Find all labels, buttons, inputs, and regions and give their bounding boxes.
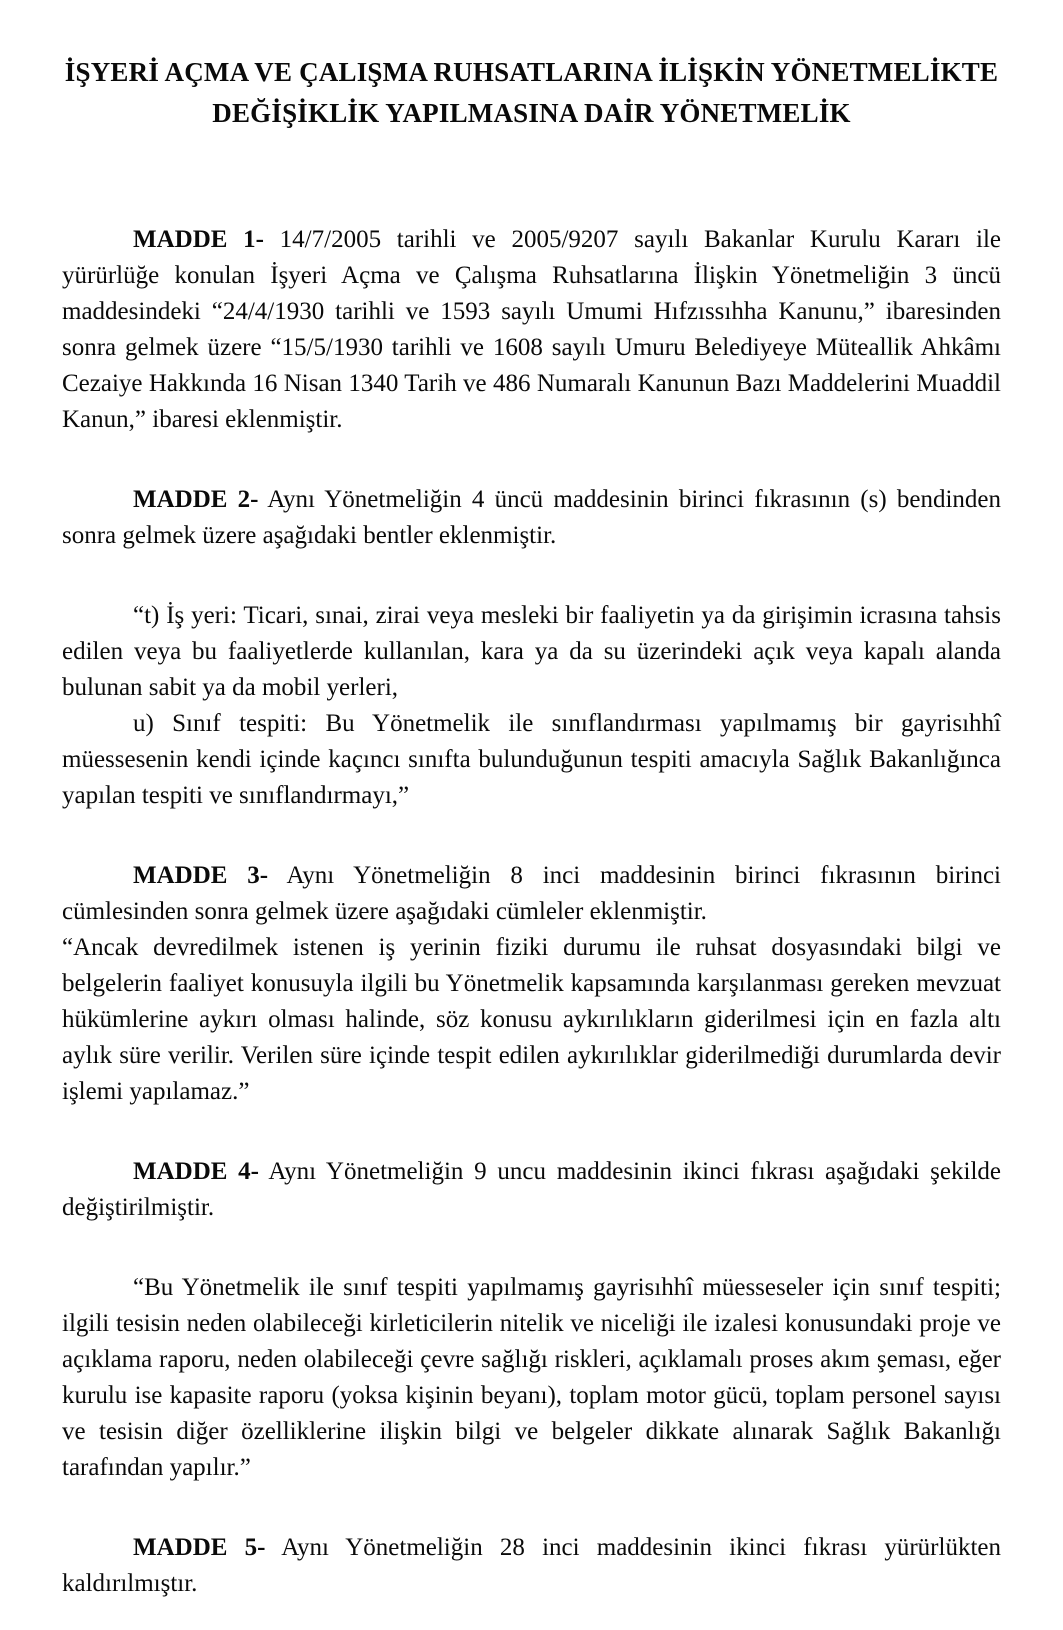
article-2-item-u-text: u) Sınıf tespiti: Bu Yönetmelik ile sınıflandırması yapılmamış bir gayrisıhhî müessesenin kendi içinde kaçıncı sınıfta bulunduğunun tespiti amacıyla Sağlık Bakanlığınca yapılan tespiti ve sınıflandırmayı,” [62,710,1001,809]
article-2-item-t-paragraph [62,598,1001,706]
article-2-item-u-paragraph [62,706,1001,814]
article-1-text: 14/7/2005 tarihli ve 2005/9207 sayılı Bakanlar Kurulu Kararı ile yürürlüğe konulan İşyeri Açma ve Çalışma Ruhsatlarına İlişkin Yönetmeliğin 3 üncü maddesindeki “24/4/1930 tarihli ve 1593 sayılı Umumi Hıfzıssıhha Kanunu,” ibaresinden sonra gelmek üzere “15/5/1930 tarihli ve 1608 sayılı Umuru Belediyeye Müteallik Ahkâmı Cezaiye Hakkında 16 Nisan 1340 Tarih ve 486 Numaralı Kanunun Bazı Maddelerini Muaddil Kanun,” ibaresi eklenmiştir. [62,226,1001,433]
article-1-paragraph [62,222,1001,438]
document-title-line-1: İŞYERİ AÇMA VE ÇALIŞMA RUHSATLARINA İLİŞKİN YÖNETMELİKTE [64,57,999,87]
article-2-text: Aynı Yönetmeliğin 4 üncü maddesinin birinci fıkrasının (s) bendinden sonra gelmek üzere aşağıdaki bentler eklenmiştir. [62,486,1001,549]
article-3-paragraph [62,858,1001,930]
article-4-text: Aynı Yönetmeliğin 9 uncu maddesinin ikinci fıkrası aşağıdaki şekilde değiştirilmiştir. [62,1158,1001,1221]
article-4-paragraph [62,1154,1001,1226]
article-3-quoted-paragraph [62,930,1001,1110]
article-2-item-t-text: “t) İş yeri: Ticari, sınai, zirai veya mesleki bir faaliyetin ya da girişimin icrasına tahsis edilen veya bu faaliyetlerde kullanılan, kara ya da su üzerindeki açık veya kapalı alanda bulunan sabit ya da mobil yerleri, [62,602,1001,701]
article-5-text: Aynı Yönetmeliğin 28 inci maddesinin ikinci fıkrası yürürlükten kaldırılmıştır. [62,1534,1001,1597]
article-4-label: MADDE 4- [133,1158,260,1185]
article-2-paragraph [62,482,1001,554]
article-4-quoted-text: “Bu Yönetmelik ile sınıf tespiti yapılmamış gayrisıhhî müesseseler için sınıf tespiti; ilgili tesisin neden olabileceği kirleticilerin nitelik ve niceliği ile izalesi konusundaki proje ve açıklama raporu, neden olabileceği çevre sağlığı riskleri, açıklamalı proses akım şeması, eğer kurulu ise kapasite raporu (yoksa kişinin beyanı), toplam motor gücü, toplam personel sayısı ve tesisin diğer özelliklerine ilişkin bilgi ve belgeler dikkate alınarak Sağlık Bakanlığı tarafından yapılır.” [62,1274,1001,1481]
article-3-quoted-text: “Ancak devredilmek istenen iş yerinin fiziki durumu ile ruhsat dosyasındaki bilgi ve belgelerin faaliyet konusuyla ilgili bu Yönetmelik kapsamında karşılanması gereken mevzuat hükümlerine aykırı olması halinde, söz konusu aykırılıkların giderilmesi için en fazla altı aylık süre verilir. Verilen süre içinde tespit edilen aykırılıklar giderilmediği durumlarda devir işlemi yapılamaz.” [62,934,1001,1105]
document-title [62,52,1001,134]
article-4-quoted-paragraph [62,1270,1001,1486]
article-3-text: Aynı Yönetmeliğin 8 inci maddesinin birinci fıkrasının birinci cümlesinden sonra gelmek üzere aşağıdaki cümleler eklenmiştir. [62,862,1001,925]
article-5-paragraph [62,1530,1001,1602]
article-1-label: MADDE 1- [133,226,264,253]
article-2-label: MADDE 2- [133,486,259,513]
article-3-label: MADDE 3- [133,862,269,889]
article-5-label: MADDE 5- [133,1534,266,1561]
document-title-line-2: DEĞİŞİKLİK YAPILMASINA DAİR YÖNETMELİK [212,98,851,128]
